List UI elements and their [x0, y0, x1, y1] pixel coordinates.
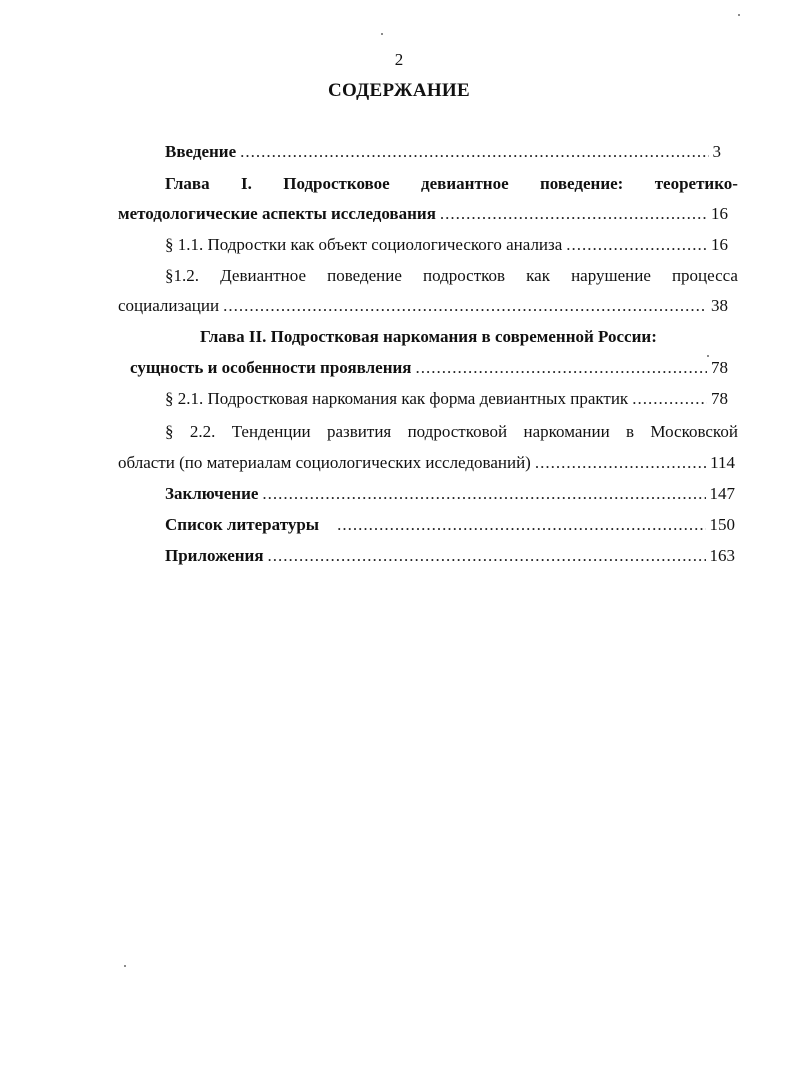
toc-word: в	[626, 422, 635, 441]
toc-entry-s12-line2	[118, 291, 728, 321]
scan-speck	[738, 14, 740, 16]
toc-entry-s12-page: 38	[711, 296, 728, 315]
toc-word: Московской	[650, 422, 738, 441]
dot-leader	[337, 510, 705, 540]
toc-entry-conclusion	[165, 479, 735, 509]
toc-entry-s22-line2	[118, 448, 735, 478]
toc-entry-s12-line1	[165, 261, 738, 291]
dot-leader	[566, 230, 707, 260]
toc-entry-s21	[165, 384, 728, 414]
toc-entry-references-title: Список литературы	[165, 515, 320, 534]
scan-speck	[707, 355, 709, 357]
toc-entry-s22-page: 114	[710, 453, 735, 472]
toc-word: Девиантное	[220, 266, 306, 285]
toc-entry-ch1-page: 16	[711, 204, 728, 223]
toc-entry-intro-title: Введение	[165, 142, 237, 161]
toc-word: §	[165, 422, 174, 441]
toc-entry-references	[165, 510, 735, 540]
toc-entry-intro-page: 3	[712, 142, 721, 161]
toc-entry-s22-cont: области (по материалам социологических исследований)	[118, 453, 531, 472]
toc-entry-s11-page: 16	[711, 235, 728, 254]
toc-entry-s21-page: 78	[711, 389, 728, 408]
toc-word: теоретико-	[654, 174, 738, 193]
toc-entry-ch2-cont: сущность и особенности проявления	[130, 358, 412, 377]
toc-word: Тенденции	[231, 422, 311, 441]
toc-entry-ch1-line2	[118, 199, 728, 229]
toc-entry-s11	[165, 230, 728, 260]
toc-entry-conclusion-page: 147	[709, 484, 735, 503]
page-number: 2	[394, 50, 404, 69]
dot-leader	[416, 353, 708, 383]
toc-word: развития	[327, 422, 392, 441]
toc-entry-ch2-page: 78	[711, 358, 728, 377]
toc-entry-ch1-cont: методологические аспекты исследования	[118, 204, 436, 223]
scan-speck	[124, 965, 126, 967]
toc-entry-s22-line1	[165, 417, 738, 447]
toc-word: подростков	[422, 266, 506, 285]
toc-word: подростковой	[407, 422, 508, 441]
toc-entry-conclusion-title: Заключение	[165, 484, 259, 503]
toc-word: поведение:	[540, 174, 624, 193]
dot-leader	[240, 137, 708, 167]
toc-entry-appendix-page: 163	[709, 546, 735, 565]
toc-entry-references-page: 150	[709, 515, 735, 534]
toc-word: 2.2.	[189, 422, 216, 441]
dot-leader	[632, 384, 707, 414]
toc-word: нарушение	[571, 266, 651, 285]
toc-word: поведение	[327, 266, 402, 285]
toc-word: Подростковое	[283, 174, 390, 193]
toc-word: §1.2.	[165, 266, 199, 285]
dot-leader	[268, 541, 706, 571]
toc-entry-ch2-title: Глава II. Подростковая наркомания в современной России:	[200, 327, 657, 346]
dot-leader	[535, 448, 706, 478]
toc-word: как	[526, 266, 550, 285]
dot-leader	[262, 479, 705, 509]
toc-entry-ch2-line2	[130, 353, 728, 383]
toc-word: девиантное	[421, 174, 509, 193]
toc-entry-s11-title: § 1.1. Подростки как объект социологического анализа	[165, 235, 563, 254]
toc-word: I.	[240, 174, 252, 193]
toc-entry-s12-cont: социализации	[118, 296, 220, 315]
toc-entry-ch2-line1	[200, 322, 740, 352]
page-title: СОДЕРЖАНИЕ	[328, 80, 470, 101]
toc-word: Глава	[165, 174, 210, 193]
toc-entry-appendix-title: Приложения	[165, 546, 264, 565]
toc-entry-ch1-line1	[165, 169, 738, 199]
dot-leader	[223, 291, 707, 321]
toc-word: процесса	[671, 266, 738, 285]
toc-word: наркомании	[523, 422, 610, 441]
toc-entry-s21-title: § 2.1. Подростковая наркомания как форма девиантных практик	[165, 389, 629, 408]
toc-entry-appendix	[165, 541, 735, 571]
scan-speck	[381, 33, 383, 35]
toc-entry-intro	[165, 137, 721, 167]
dot-leader	[440, 199, 707, 229]
